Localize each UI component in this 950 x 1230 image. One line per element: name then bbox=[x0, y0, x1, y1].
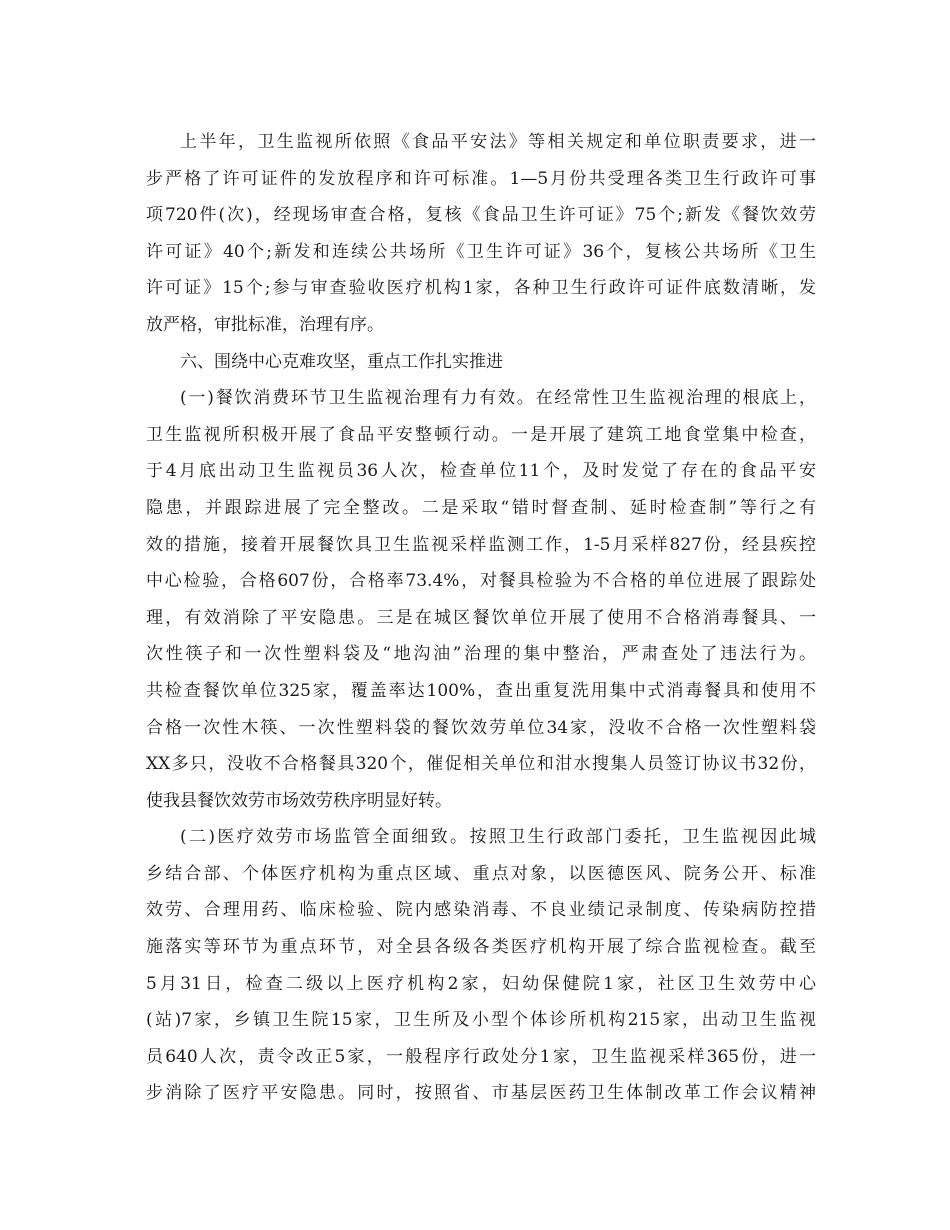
text-line: 效劳、合理用药、临床检验、院内感染消毒、不良业绩记录制度、传染病防控措 bbox=[146, 900, 816, 921]
text-line: 施落实等环节为重点环节，对全县各级各类医疗机构开展了综合监视检查。截至 bbox=[146, 937, 816, 958]
text-line: 六、围绕中心克难攻坚，重点工作扎实推进 bbox=[180, 351, 503, 372]
text-line: 合格一次性木筷、一次性塑料袋的餐饮效劳单位34家，没收不合格一次性塑料袋 bbox=[146, 717, 816, 738]
text-line: 卫生监视所积极开展了食品平安整顿行动。一是开展了建筑工地食堂集中检查， bbox=[146, 424, 816, 445]
text-line: 步严格了许可证件的发放程序和许可标准。1—5月份共受理各类卫生行政许可事 bbox=[146, 168, 816, 189]
text-line: 隐患，并跟踪进展了完全整改。二是采取“错时督查制、延时检查制”等行之有 bbox=[146, 497, 816, 518]
text-line: 次性筷子和一次性塑料袋及“地沟油”治理的集中整治，严肃查处了违法行为。 bbox=[146, 644, 816, 665]
text-line: 于4月底出动卫生监视员36人次，检查单位11个，及时发觉了存在的食品平安 bbox=[146, 461, 817, 482]
text-line: 乡结合部、个体医疗机构为重点区域、重点对象，以医德医风、院务公开、标准 bbox=[146, 863, 816, 884]
text-line: 理，有效消除了平安隐患。三是在城区餐饮单位开展了使用不合格消毒餐具、一 bbox=[146, 607, 816, 628]
text-line: 许可证》15个;参与审查验收医疗机构1家，各种卫生行政许可证件底数清晰，发 bbox=[146, 278, 816, 299]
text-line: (一)餐饮消费环节卫生监视治理有力有效。在经常性卫生监视治理的根底上， bbox=[180, 388, 816, 409]
text-line: (站)7家，乡镇卫生院15家，卫生所及小型个体诊所机构215家，出动卫生监视 bbox=[146, 1010, 816, 1031]
text-line: 步消除了医疗平安隐患。同时，按照省、市基层医药卫生体制改革工作会议精神 bbox=[146, 1083, 816, 1104]
text-line: 效的措施，接着开展餐饮具卫生监视采样监测工作，1-5月采样827份，经县疾控 bbox=[146, 534, 816, 555]
text-line: 使我县餐饮效劳市场效劳秩序明显好转。 bbox=[146, 790, 452, 811]
text-line: 项720件(次)，经现场审查合格，复核《食品卫生许可证》75个;新发《餐饮效劳 bbox=[146, 205, 816, 226]
body-text bbox=[146, 124, 816, 1112]
text-line: 上半年，卫生监视所依照《食品平安法》等相关规定和单位职责要求，进一 bbox=[180, 132, 816, 152]
text-line: (二)医疗效劳市场监管全面细致。按照卫生行政部门委托，卫生监视因此城 bbox=[180, 827, 816, 848]
text-line: 放严格，审批标准，治理有序。 bbox=[146, 314, 384, 335]
text-line: 5月31日，检查二级以上医疗机构2家，妇幼保健院1家，社区卫生效劳中心 bbox=[146, 973, 816, 994]
text-line: 员640人次，责令改正5家，一般程序行政处分1家，卫生监视采样365份，进一 bbox=[146, 1046, 816, 1067]
text-line: 许可证》40个;新发和连续公共场所《卫生许可证》36个，复核公共场所《卫生 bbox=[146, 241, 816, 262]
text-line: 中心检验，合格607份，合格率73.4%，对餐具检验为不合格的单位进展了跟踪处 bbox=[146, 571, 816, 592]
text-line: 共检查餐饮单位325家，覆盖率达100%，查出重复洗用集中式消毒餐具和使用不 bbox=[146, 680, 816, 701]
text-line: XX多只，没收不合格餐具320个，催促相关单位和泔水搜集人员签订协议书32份， bbox=[146, 754, 816, 775]
